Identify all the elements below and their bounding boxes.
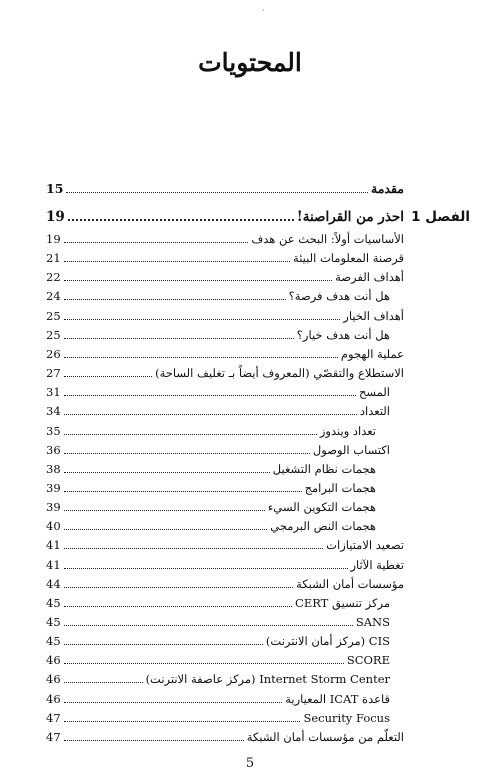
toc-entry-title: Internet Storm Center (مركز عاصفة الانترنت) bbox=[145, 672, 390, 687]
toc-entry-page: 45 bbox=[46, 634, 61, 649]
toc-entry-row[interactable] bbox=[46, 424, 376, 438]
toc-entry-row[interactable] bbox=[46, 443, 390, 457]
toc-entry-title: هل أنت هدف فرصة؟ bbox=[288, 289, 390, 304]
toc-entry-title: التعلّم من مؤسسات أمان الشبكة bbox=[246, 729, 404, 744]
toc-entry-title: الأساسيات أولاً: البحث عن هدف bbox=[251, 232, 404, 246]
toc-leader bbox=[64, 408, 357, 415]
toc-entry-title: اكتساب الوصول bbox=[312, 442, 390, 457]
toc-entry-row[interactable] bbox=[46, 347, 404, 361]
toc-entry-page: 46 bbox=[46, 672, 61, 687]
page-title: المحتويات bbox=[198, 48, 302, 77]
toc-entry-row[interactable] bbox=[46, 251, 404, 265]
toc-entry-page: 25 bbox=[46, 327, 61, 342]
toc-entry-row[interactable] bbox=[46, 270, 404, 284]
toc-entry-row[interactable] bbox=[46, 711, 390, 725]
toc-leader bbox=[64, 676, 143, 683]
toc-entry-page: 36 bbox=[46, 442, 61, 457]
toc-leader bbox=[64, 236, 249, 243]
toc-entry-title: تصعيد الامتيازات bbox=[326, 538, 404, 553]
toc-entry-row[interactable] bbox=[46, 481, 376, 495]
toc-leader bbox=[64, 504, 265, 511]
toc-entry-page: 47 bbox=[46, 729, 61, 744]
toc-leader bbox=[64, 465, 270, 472]
toc-entry-page: 34 bbox=[46, 404, 61, 419]
toc-leader bbox=[64, 657, 344, 664]
toc-entry-page: 25 bbox=[46, 308, 61, 323]
toc-entry-title: قاعدة ICAT المعيارية bbox=[285, 691, 390, 706]
toc-entry-page: 39 bbox=[46, 500, 61, 515]
toc-entry-page: 44 bbox=[46, 576, 61, 591]
toc-entry-row[interactable] bbox=[46, 596, 390, 610]
toc-leader bbox=[64, 638, 263, 645]
toc-leader bbox=[64, 389, 356, 396]
toc-leader bbox=[64, 370, 153, 377]
toc-entry-title: التعداد bbox=[359, 404, 390, 419]
toc-entry-page: 38 bbox=[46, 461, 61, 476]
toc-leader bbox=[64, 714, 301, 721]
toc-leader bbox=[64, 734, 244, 741]
toc-intro-title: مقدمة bbox=[371, 181, 404, 196]
toc-leader bbox=[68, 212, 294, 221]
toc-leader bbox=[66, 185, 368, 193]
toc-entry-row[interactable] bbox=[46, 500, 376, 514]
toc-entry-title: قرصنة المعلومات البيئة bbox=[293, 251, 404, 266]
toc-entry-row[interactable] bbox=[46, 558, 404, 572]
page-number: 5 bbox=[245, 756, 255, 771]
toc-entry-page: 31 bbox=[46, 385, 61, 400]
toc-leader bbox=[64, 312, 341, 319]
toc-entry-page: 39 bbox=[46, 480, 61, 495]
toc-entry-page: 19 bbox=[46, 232, 61, 246]
toc-entry-row[interactable] bbox=[46, 328, 390, 342]
toc-leader bbox=[64, 293, 286, 300]
toc-entry-title: CIS (مركز أمان الانترنت) bbox=[265, 634, 390, 649]
toc-chapter-title: احذر من القراصنة! bbox=[296, 209, 404, 225]
toc-entry-row[interactable] bbox=[46, 634, 390, 648]
chapter-label: الفصل 1 bbox=[411, 209, 470, 225]
toc-entry-row[interactable] bbox=[46, 538, 404, 552]
toc-entry-page: 40 bbox=[46, 519, 61, 534]
toc-entry-title: المسح bbox=[358, 385, 390, 400]
toc-entry-row[interactable] bbox=[46, 615, 390, 629]
toc-entry-title: تغطية الآثار bbox=[350, 557, 404, 572]
toc-entry-page: 35 bbox=[46, 423, 61, 438]
toc-entry-title: هجمات التكوين السيء bbox=[267, 500, 376, 515]
toc-entry-page: 45 bbox=[46, 595, 61, 610]
toc-entry-row[interactable] bbox=[46, 577, 404, 591]
toc-leader bbox=[64, 695, 283, 702]
toc-entry-title: هجمات نظام التشغيل bbox=[272, 461, 376, 476]
toc-leader bbox=[64, 331, 294, 338]
toc-leader bbox=[64, 619, 353, 626]
toc-entry-page: 26 bbox=[46, 346, 61, 361]
toc-entry-page: 27 bbox=[46, 366, 61, 381]
toc-entry-title: هل أنت هدف خيار؟ bbox=[296, 327, 390, 342]
toc-entry-title: SCORE bbox=[346, 653, 390, 668]
toc-entry-title: SANS bbox=[355, 615, 390, 629]
toc-leader bbox=[64, 274, 332, 281]
toc-entry-page: 46 bbox=[46, 653, 61, 668]
toc-entry-row[interactable] bbox=[46, 462, 376, 476]
toc-leader bbox=[64, 600, 292, 607]
toc-leader bbox=[64, 523, 268, 530]
toc-intro-row[interactable] bbox=[46, 181, 404, 196]
toc-entry-row[interactable] bbox=[46, 232, 404, 246]
toc-entry-title: هجمات البرامج bbox=[304, 480, 376, 495]
toc-entry-page: 41 bbox=[46, 557, 61, 572]
toc-entry-page: 45 bbox=[46, 615, 61, 629]
toc-entry-row[interactable] bbox=[46, 653, 390, 667]
toc-leader bbox=[64, 351, 338, 358]
toc-entry-title: تعداد ويندوز bbox=[319, 423, 376, 438]
toc-chapter-row[interactable] bbox=[46, 209, 404, 225]
page-mark: · bbox=[262, 6, 265, 15]
toc-entry-row[interactable] bbox=[46, 289, 390, 303]
toc-entry-title: مركز تنسيق CERT bbox=[295, 595, 390, 610]
toc-entry-title: أهداف الخيار bbox=[343, 308, 404, 323]
toc-entry-row[interactable] bbox=[46, 309, 404, 323]
toc-entry-row[interactable] bbox=[46, 730, 404, 744]
toc-entry-title: الاستطلاع والتقصّي (المعروف أيضاً بـ تغليف الساحة) bbox=[155, 366, 404, 381]
toc-leader bbox=[64, 446, 310, 453]
toc-entry-row[interactable] bbox=[46, 404, 390, 418]
toc-leader bbox=[64, 485, 302, 492]
toc-entry-page: 41 bbox=[46, 538, 61, 553]
toc-entry-title: أهداف الفرصة bbox=[335, 270, 404, 285]
toc-entry-page: 24 bbox=[46, 289, 61, 304]
toc-entry-row[interactable] bbox=[46, 692, 390, 706]
toc-entry-page: 22 bbox=[46, 270, 61, 285]
toc-leader bbox=[64, 427, 317, 434]
toc-entry-title: مؤسسات أمان الشبكة bbox=[296, 576, 404, 591]
toc-entry-row[interactable] bbox=[46, 519, 376, 533]
toc-entry-page: 47 bbox=[46, 710, 61, 725]
toc-entry-row[interactable] bbox=[46, 366, 404, 380]
toc-chapter-page: 19 bbox=[46, 209, 65, 225]
toc-entry-row[interactable] bbox=[46, 385, 390, 399]
toc-entry-row[interactable] bbox=[46, 672, 390, 686]
toc-entry-page: 21 bbox=[46, 251, 61, 266]
toc-leader bbox=[64, 255, 290, 262]
toc-leader bbox=[64, 542, 324, 549]
toc-entry-title: هجمات النص البرمجي bbox=[270, 519, 376, 534]
toc-entry-title: عملية الهجوم bbox=[340, 346, 404, 361]
toc-intro-page: 15 bbox=[46, 181, 64, 196]
toc-leader bbox=[64, 580, 293, 587]
toc-entry-page: 46 bbox=[46, 691, 61, 706]
toc-entry-title: Security Focus bbox=[303, 710, 390, 725]
toc-leader bbox=[64, 561, 348, 568]
